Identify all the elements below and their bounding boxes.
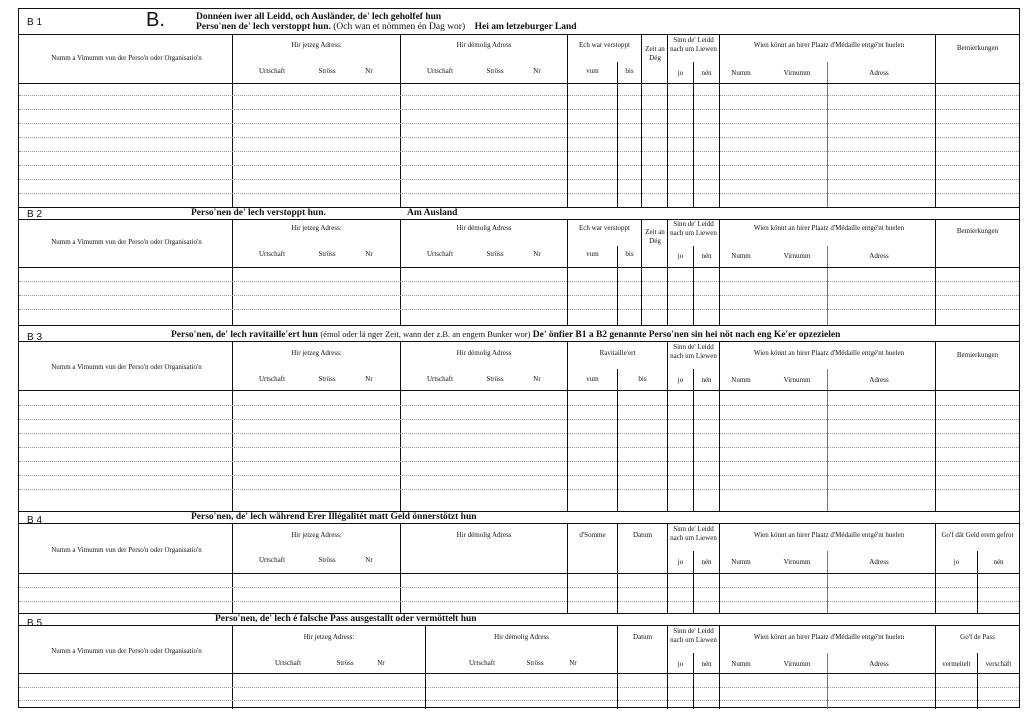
section-title: Perso'nen de' lech verstoppt hun. (191, 208, 326, 218)
col-medal: Wien könnt an hirer Plaatz d'Médaille entgé'nt huelen (753, 531, 905, 539)
col-number: Nr (569, 659, 577, 667)
col-yes: jo (677, 376, 684, 384)
col-name: Numm a Vimumm vun der Perso'n oder Organisatio'n (51, 363, 202, 371)
col-suffered: Sinn de' Leidd nach um Liewen (670, 220, 717, 237)
col-address: Adress (869, 558, 889, 566)
col-former-address: Hir démolig Adress (456, 224, 512, 232)
col-street: Ströss (318, 556, 336, 564)
form-letter: B. (146, 9, 165, 31)
col-provisioned: Ravitaille'ert (599, 349, 636, 357)
section-code: B 2 (27, 209, 43, 220)
col-firstname: Virnumm (783, 660, 811, 668)
col-yes: jo (677, 69, 684, 77)
col-street: Ströss (526, 659, 544, 667)
col-yes: jo (677, 558, 684, 566)
col-street: Ströss (318, 375, 336, 383)
col-locality: Urtschaft (274, 659, 302, 667)
section-code: B 1 (27, 17, 43, 28)
col-from: vum (586, 250, 599, 258)
col-address: Adress (869, 252, 889, 260)
col-hidden: Ech war verstoppt (579, 41, 630, 49)
section-title-line2: Perso'nen de' lech verstoppt hun. (Och wan et nömmen én Dag wor) Hei am letzeburger Land (196, 22, 577, 32)
col-hidden: Ech war verstoppt (579, 224, 630, 232)
col-date: Datum (632, 531, 653, 539)
resistance-form (18, 8, 1020, 708)
col-current-address: Hir jetzeg Adress: (291, 41, 342, 49)
col-date: Datum (632, 633, 653, 641)
col-surname: Numm (731, 558, 751, 566)
col-surname: Numm (731, 252, 751, 260)
col-surname: Numm (731, 660, 751, 668)
col-firstname: Virnumm (783, 252, 811, 260)
col-no: nén (701, 660, 712, 668)
section-title: Perso'nen, de' lech ravitaille'ert hun (émol oder lä nger Zeit, wann der z.B. an engem Bunker wor) De' önfier B1 a B2 genannte Perso'nen sin hei nöt nach eng Ke'er opzezielen (171, 329, 841, 340)
col-to: bis (625, 67, 634, 75)
col-street: Ströss (336, 659, 354, 667)
col-current-address: Hir jetzeg Adress: (291, 224, 342, 232)
col-yes: jo (953, 558, 960, 566)
col-firstname: Virnumm (783, 69, 811, 77)
col-sum: d'Somme (579, 531, 606, 539)
col-suffered: Sinn de' Leidd nach um Liewen (670, 36, 717, 53)
section-title: Perso'nen, de' lech é falsche Pass ausgestallt oder vermöttelt hun (215, 614, 477, 624)
col-yes: jo (677, 252, 684, 260)
col-number: Nr (365, 556, 373, 564)
col-number: Nr (365, 67, 373, 75)
col-former-address: Hir démolig Adress (494, 633, 549, 641)
col-name: Numm a Vimumm vun der Perso'n oder Organisatio'n (51, 546, 202, 554)
col-locality: Urtschaft (258, 556, 286, 564)
col-surname: Numm (731, 376, 751, 384)
col-street: Ströss (318, 250, 336, 258)
col-firstname: Virnumm (783, 558, 811, 566)
col-address: Adress (869, 376, 889, 384)
col-from: vum (586, 67, 599, 75)
col-no: nén (701, 69, 712, 77)
col-locality: Urtschaft (468, 659, 496, 667)
col-suffered: Sinn de' Leidd nach um Liewen (670, 525, 717, 542)
col-time: Zeit an Dég (645, 45, 665, 62)
col-to: bis (638, 375, 647, 383)
col-no: nén (701, 252, 712, 260)
col-time: Zeit an Dég (645, 228, 665, 245)
col-arranged: vermeitelt (942, 660, 971, 668)
col-number: Nr (533, 375, 541, 383)
col-locality: Urtschaft (258, 67, 286, 75)
col-pass: Go'f de Pass (960, 633, 995, 641)
col-medal: Wien könnt an hirer Plaatz d'Médaille entgé'nt huelen (753, 633, 905, 641)
col-suffered: Sinn de' Leidd nach um Liewen (670, 343, 717, 360)
col-address: Adress (869, 69, 889, 77)
col-current-address: Hir jetzeg Adress: (291, 349, 342, 357)
col-name: Numm a Vimumm vun der Perso'n oder Organisatio'n (51, 647, 202, 655)
col-address: Adress (869, 660, 889, 668)
col-locality: Urtschaft (426, 67, 454, 75)
col-current-address: Hir jetzeg Adress: (291, 531, 342, 539)
col-street: Ströss (486, 67, 504, 75)
col-locality: Urtschaft (426, 250, 454, 258)
col-name: Numm a Vimumm vun der Perso'n oder Organisatio'n (51, 238, 202, 246)
col-no: nén (993, 558, 1004, 566)
col-street: Ströss (486, 375, 504, 383)
col-from: vum (586, 375, 599, 383)
col-name: Numm a Vimumm vun der Perso'n oder Organisatio'n (51, 54, 202, 62)
col-medal: Wien könnt an hirer Plaatz d'Médaille entgé'nt huelen (753, 224, 905, 232)
section-code: B 3 (27, 332, 43, 343)
col-remarks: Bemierkungen (956, 227, 999, 235)
col-number: Nr (377, 659, 385, 667)
col-former-address: Hir démolig Adress (456, 41, 512, 49)
col-medal: Wien könnt an hirer Plaatz d'Médaille entgé'nt huelen (753, 349, 905, 357)
col-locality: Urtschaft (258, 375, 286, 383)
col-number: Nr (533, 67, 541, 75)
col-number: Nr (533, 250, 541, 258)
col-surname: Numm (731, 69, 751, 77)
col-to: bis (625, 250, 634, 258)
col-firstname: Virnumm (783, 376, 811, 384)
col-locality: Urtschaft (426, 375, 454, 383)
col-street: Ströss (318, 67, 336, 75)
col-locality: Urtschaft (258, 250, 286, 258)
col-number: Nr (365, 375, 373, 383)
section-place: Am Ausland (407, 208, 458, 218)
section-code: B 5 (27, 618, 43, 629)
col-remarks: Bemierkungen (956, 44, 999, 52)
col-suffered: Sinn de' Leidd nach um Liewen (670, 627, 717, 644)
col-no: nén (701, 376, 712, 384)
col-remarks: Bemierkungen (956, 351, 999, 359)
col-yes: jo (677, 660, 684, 668)
col-no: nén (701, 558, 712, 566)
section-title-line1: Donnéen iwer all Leidd, och Ausländer, de' lech geholfef hun (196, 12, 442, 22)
section-code: B 4 (27, 515, 43, 526)
col-issued: verschäft (985, 660, 1012, 668)
col-money-returned: Go'f dât Geld erem gefrot (941, 531, 1014, 539)
col-street: Ströss (486, 250, 504, 258)
col-medal: Wien könnt an hirer Plaatz d'Médaille entgé'nt huelen (753, 41, 905, 49)
section-title: Perso'nen, de' lech während Erer Illégalitét matt Geld önnerstötzt hun (191, 512, 477, 522)
col-current-address: Hir jetzeg Adress: (303, 633, 355, 641)
col-former-address: Hir démolig Adress (456, 531, 512, 539)
col-number: Nr (365, 250, 373, 258)
col-former-address: Hir démolig Adress (456, 349, 512, 357)
